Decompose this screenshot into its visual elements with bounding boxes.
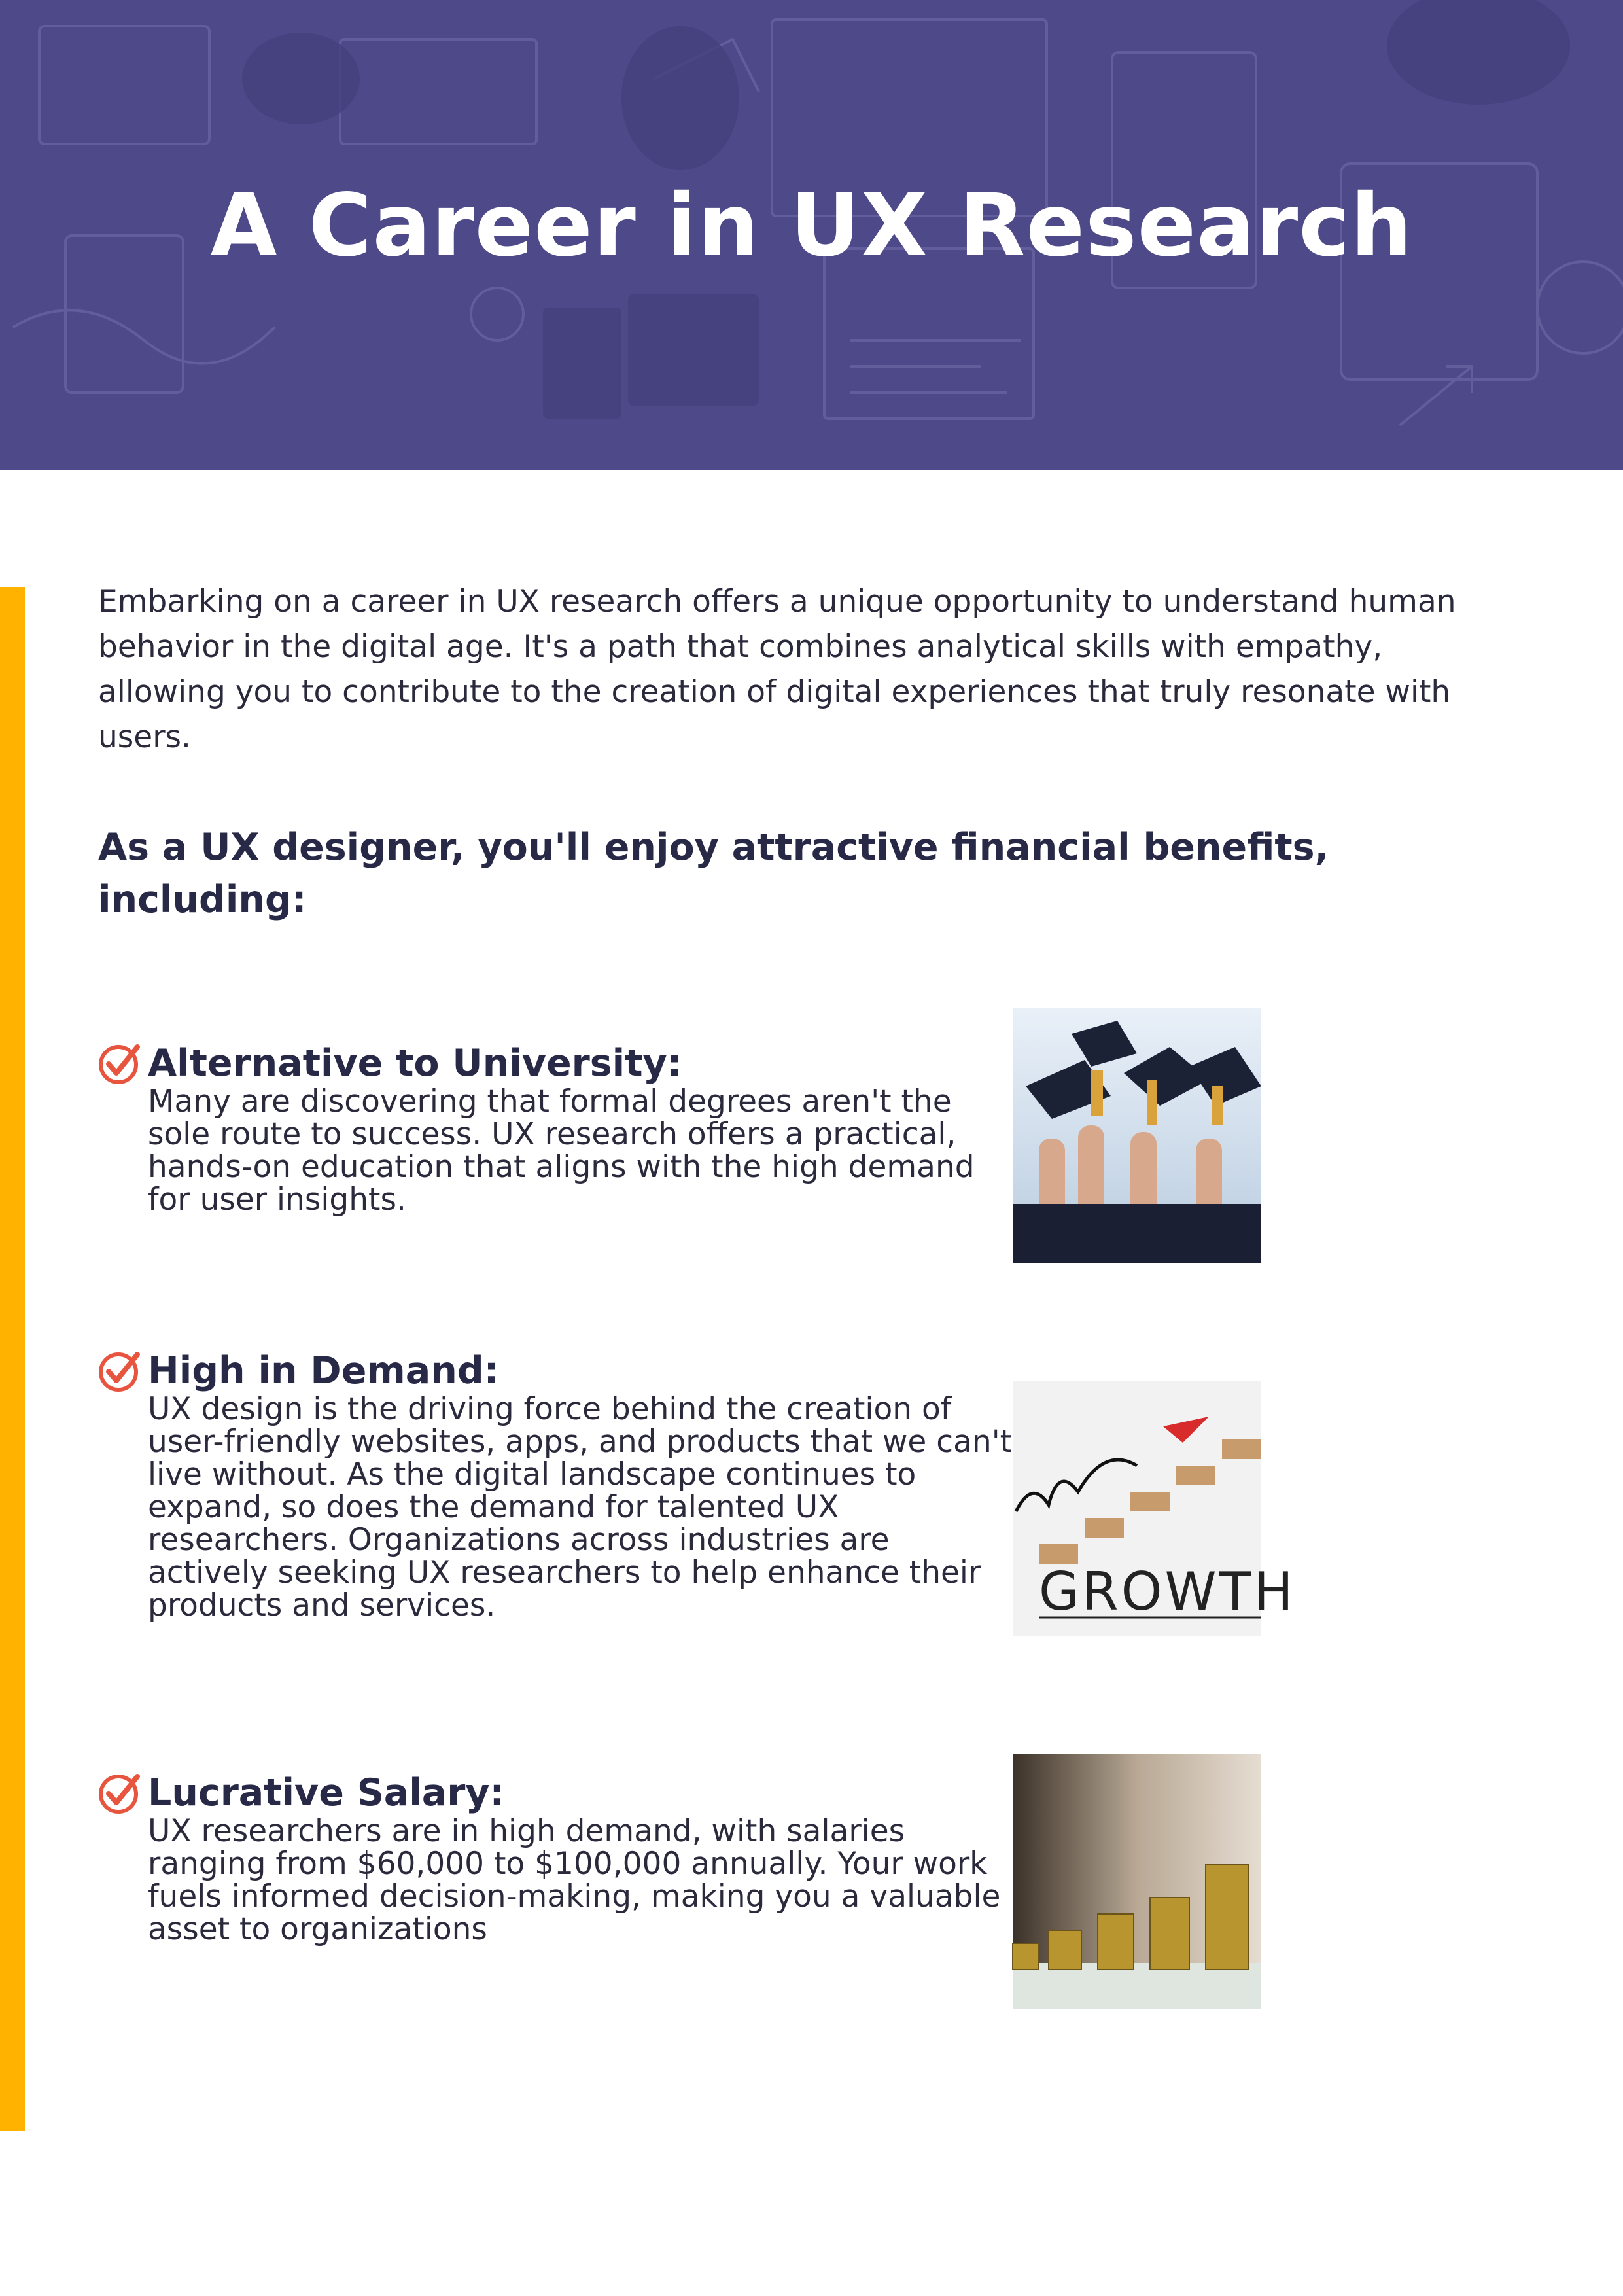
checkmark-circle-icon bbox=[97, 1040, 143, 1086]
hero-banner bbox=[0, 0, 1623, 470]
intro-paragraph: Embarking on a career in UX research offers a unique opportunity to understand human behavior in the digital age. It's a path that combines analytical skills with empathy, allowing you to contribute to the creation of digital experiences that truly resonate with users. bbox=[98, 584, 1456, 755]
benefit-title: Alternative to University: bbox=[148, 1042, 682, 1085]
graduation-caps-photo bbox=[1013, 1008, 1261, 1263]
growth-stairs-photo bbox=[1013, 1381, 1296, 1636]
benefit-title: High in Demand: bbox=[148, 1349, 499, 1392]
benefit-description: UX researchers are in high demand, with salaries ranging from $60,000 to $100,000 annually. Your work fuels informed decision-making, making you a valuable asset to organizations bbox=[148, 1813, 1001, 1947]
benefit-item-high-in-demand bbox=[97, 1345, 1013, 1623]
benefit-description: UX design is the driving force behind the creation of user-friendly websites, apps, and products that we can't live without. As the digital landscape continues to expand, so does the demand for talented UX researchers. Organizations across industries are actively seeking UX researchers to help enhance their products and services. bbox=[148, 1391, 1013, 1623]
benefit-title: Lucrative Salary: bbox=[148, 1771, 505, 1814]
checkmark-circle-icon bbox=[97, 1770, 143, 1816]
benefits-heading: As a UX designer, you'll enjoy attractive financial benefits, including: bbox=[98, 826, 1329, 921]
page-title: A Career in UX Research bbox=[210, 175, 1413, 276]
checkmark-circle-icon bbox=[97, 1348, 143, 1394]
accent-bar bbox=[0, 587, 25, 2131]
growth-image-text: GROWTH bbox=[1039, 1561, 1296, 1622]
coin-stacks-photo bbox=[1013, 1754, 1261, 2009]
benefit-item-alternative-to-university bbox=[97, 1037, 975, 1218]
benefit-item-lucrative-salary bbox=[97, 1767, 1001, 1947]
benefit-description: Many are discovering that formal degrees aren't the sole route to success. UX research offers a practical, hands-on education that aligns with the high demand for user insights. bbox=[148, 1084, 975, 1218]
